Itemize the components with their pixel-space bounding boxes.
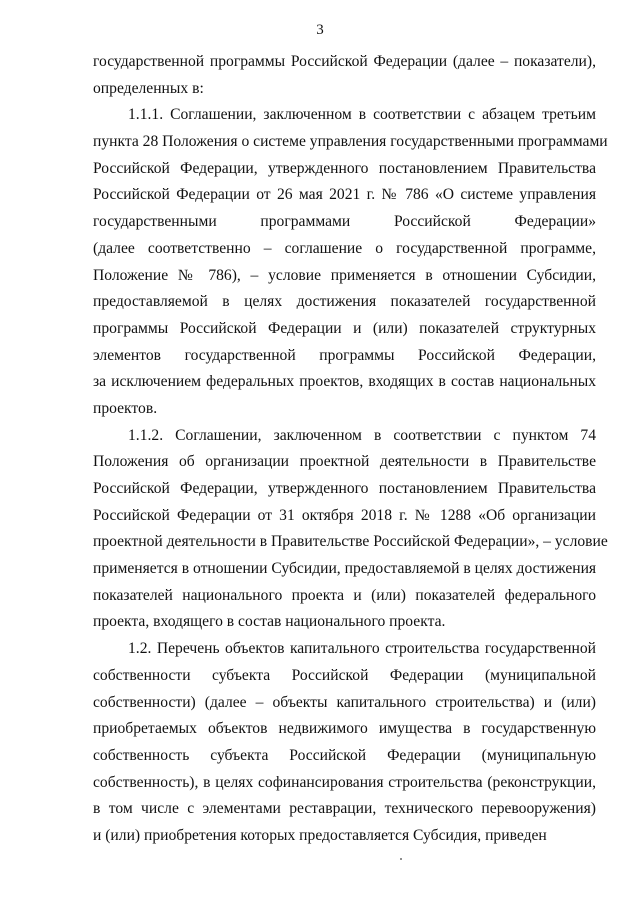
text-line: определенных в: [93,79,204,97]
text-line: и (или) приобретения которых предоставляется Субсидия, приведен [93,826,547,844]
document-body [93,49,608,850]
text-line: за исключением федеральных проектов, входящих в состав национальных [93,373,596,391]
text-line: Российской Федерации от 31 октября 2018 г. № 1288 «Об организации [93,506,596,524]
text-line: Положение № 786), – условие применяется в отношении Субсидии, [93,266,596,284]
text-line: Российской Федерации, утвержденного постановлением Правительства [93,159,596,177]
text-line: государственной программы Российской Федерации (далее – показатели), [93,53,596,70]
text-line: Российской Федерации, утвержденного постановлением Правительства [93,480,596,497]
text-line: предоставляемой в целях достижения показателей государственной [93,293,596,311]
text-line: проектов. [93,399,158,417]
text-line: собственность субъекта Российской Федерации (муниципальную [93,746,596,764]
scan-speck [400,858,402,860]
text-line: (далее соответственно – соглашение о государственной программе, [93,239,596,257]
text-line: собственности субъекта Российской Федерации (муниципальной [93,666,596,684]
text-line: элементов государственной программы Российской Федерации, [93,346,596,364]
para-continuation [93,49,596,102]
para-1-1-2 [93,423,608,637]
text-line: собственности) (далее – объекты капитального строительства) и (или) [93,693,596,711]
text-line: государственными программами Российской Федерации» [93,213,596,231]
text-line: 1.1.2. Соглашении, заключенном в соответствии с пунктом 74 [128,426,596,444]
text-line: пункта 28 Положения о системе управления государственными программами [93,133,608,151]
text-line: Российской Федерации от 26 мая 2021 г. № 786 «О системе управления [93,186,596,204]
text-line: 1.2. Перечень объектов капитального строительства государственной [128,640,596,658]
text-line: в том числе с элементами реставрации, технического перевооружения) [93,800,596,818]
para-1-2 [93,636,596,850]
text-line: показателей национального проекта и (или) показателей федерального [93,586,596,604]
text-line: проектной деятельности в Правительстве Российской Федерации», – условие [93,533,608,551]
text-line: 1.1.1. Соглашении, заключенном в соответствии с абзацем третьим [128,106,596,124]
text-line: собственность), в целях софинансирования строительства (реконструкции, [93,773,596,791]
page-number: 3 [316,22,324,38]
text-line: Положения об организации проектной деятельности в Правительстве [93,453,596,471]
text-line: проекта, входящего в состав национального проекта. [93,613,446,631]
text-line: приобретаемых объектов недвижимого имущества в государственную [93,720,596,738]
text-line: программы Российской Федерации и (или) показателей структурных [93,319,596,337]
text-line: применяется в отношении Субсидии, предоставляемой в целях достижения [93,560,597,578]
para-1-1-1 [93,102,608,422]
